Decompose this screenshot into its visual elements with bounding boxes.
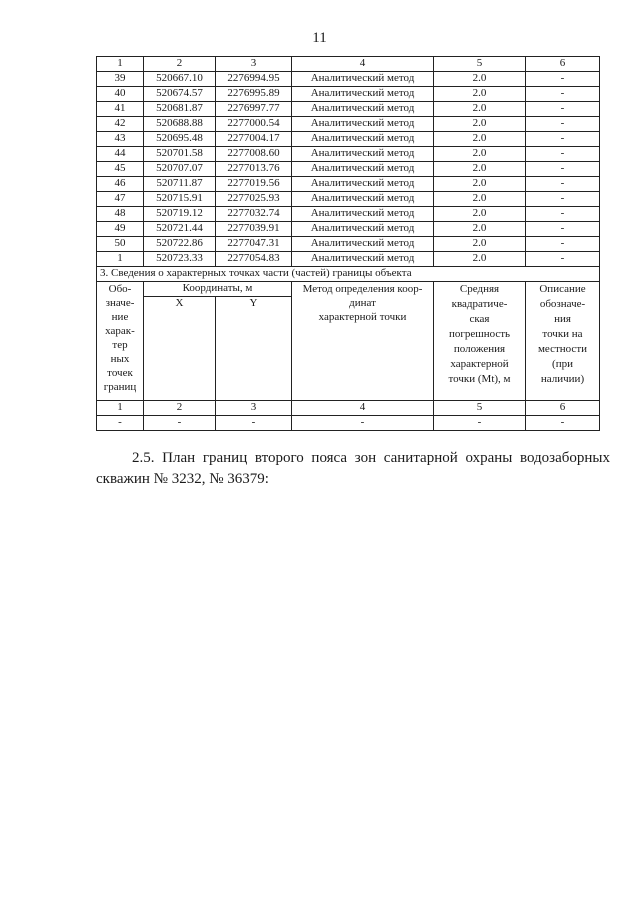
- section3-number-row: [97, 401, 600, 416]
- description-cell: -: [526, 177, 600, 192]
- point-number-cell: 46: [97, 177, 144, 192]
- error-cell: 2.0: [434, 222, 526, 237]
- coord-y-cell: 2277047.31: [216, 237, 292, 252]
- section3-title-row: [97, 267, 600, 282]
- s3-cell-3: -: [216, 416, 292, 431]
- description-cell: -: [526, 117, 600, 132]
- table-row: [97, 162, 600, 177]
- coord-y-cell: 2277054.83: [216, 252, 292, 267]
- s3-number-6: 6: [526, 401, 600, 416]
- point-number-cell: 41: [97, 102, 144, 117]
- table-row: [97, 72, 600, 87]
- s3-number-3: 3: [216, 401, 292, 416]
- table-row: [97, 177, 600, 192]
- description-cell: -: [526, 147, 600, 162]
- s3-number-5: 5: [434, 401, 526, 416]
- coord-x-cell: 520681.87: [144, 102, 216, 117]
- table-body: [97, 57, 600, 267]
- method-cell: Аналитический метод: [292, 237, 434, 252]
- column-number-row: [97, 57, 600, 72]
- coord-y-cell: 2276995.89: [216, 87, 292, 102]
- description-cell: -: [526, 132, 600, 147]
- point-number-cell: 49: [97, 222, 144, 237]
- method-cell: Аналитический метод: [292, 207, 434, 222]
- error-cell: 2.0: [434, 192, 526, 207]
- y-header: Y: [216, 297, 292, 401]
- error-cell: 2.0: [434, 147, 526, 162]
- s3-cell-2: -: [144, 416, 216, 431]
- description-cell: -: [526, 87, 600, 102]
- point-number-cell: 47: [97, 192, 144, 207]
- coord-x-cell: 520695.48: [144, 132, 216, 147]
- description-cell: -: [526, 162, 600, 177]
- coord-x-cell: 520723.33: [144, 252, 216, 267]
- table-row: [97, 252, 600, 267]
- section3: [97, 267, 600, 431]
- s3-cell-4: -: [292, 416, 434, 431]
- coord-y-cell: 2277008.60: [216, 147, 292, 162]
- description-cell: -: [526, 72, 600, 87]
- method-cell: Аналитический метод: [292, 192, 434, 207]
- designation-header: Обо- значе- ние харак- тер ных точек границ: [97, 282, 144, 401]
- section-2-5-paragraph: 2.5. План границ второго пояса зон санитарной охраны водозаборных скважин № 3232, № 36379:: [96, 450, 610, 487]
- method-cell: Аналитический метод: [292, 87, 434, 102]
- coord-y-cell: 2277032.74: [216, 207, 292, 222]
- table-row: [97, 147, 600, 162]
- coord-x-cell: 520667.10: [144, 72, 216, 87]
- error-cell: 2.0: [434, 102, 526, 117]
- method-cell: Аналитический метод: [292, 132, 434, 147]
- coord-x-cell: 520674.57: [144, 87, 216, 102]
- point-number-cell: 44: [97, 147, 144, 162]
- description-cell: -: [526, 237, 600, 252]
- error-header: Средняя квадратиче- ская погрешность положения характерной точки (Mt), м: [434, 282, 526, 401]
- coord-y-cell: 2277004.17: [216, 132, 292, 147]
- method-cell: Аналитический метод: [292, 162, 434, 177]
- description-cell: -: [526, 192, 600, 207]
- point-number-cell: 43: [97, 132, 144, 147]
- coord-y-cell: 2277025.93: [216, 192, 292, 207]
- page-number: 11: [312, 30, 327, 46]
- coord-x-cell: 520715.91: [144, 192, 216, 207]
- error-cell: 2.0: [434, 117, 526, 132]
- col-number-5: 5: [434, 57, 526, 72]
- description-cell: -: [526, 222, 600, 237]
- method-cell: Аналитический метод: [292, 222, 434, 237]
- coord-x-cell: 520701.58: [144, 147, 216, 162]
- error-cell: 2.0: [434, 177, 526, 192]
- method-cell: Аналитический метод: [292, 72, 434, 87]
- method-cell: Аналитический метод: [292, 252, 434, 267]
- col-number-3: 3: [216, 57, 292, 72]
- error-cell: 2.0: [434, 252, 526, 267]
- table-row: [97, 132, 600, 147]
- description-header: Описание обозначе- ния точки на местности (при наличии): [526, 282, 600, 401]
- coord-x-cell: 520719.12: [144, 207, 216, 222]
- error-cell: 2.0: [434, 132, 526, 147]
- error-cell: 2.0: [434, 72, 526, 87]
- method-header: Метод определения коор- динат характерной точки: [292, 282, 434, 401]
- col-number-4: 4: [292, 57, 434, 72]
- method-cell: Аналитический метод: [292, 102, 434, 117]
- s3-number-1: 1: [97, 401, 144, 416]
- x-header: X: [144, 297, 216, 401]
- description-cell: -: [526, 252, 600, 267]
- coord-y-cell: 2277039.91: [216, 222, 292, 237]
- coord-y-cell: 2277013.76: [216, 162, 292, 177]
- section3-title: 3. Сведения о характерных точках части (частей) границы объекта: [97, 267, 600, 282]
- coordinates-header: Координаты, м: [144, 282, 292, 297]
- description-cell: -: [526, 207, 600, 222]
- coord-x-cell: 520711.87: [144, 177, 216, 192]
- s3-cell-6: -: [526, 416, 600, 431]
- point-number-cell: 48: [97, 207, 144, 222]
- coord-x-cell: 520722.86: [144, 237, 216, 252]
- error-cell: 2.0: [434, 87, 526, 102]
- point-number-cell: 50: [97, 237, 144, 252]
- method-cell: Аналитический метод: [292, 117, 434, 132]
- s3-cell-1: -: [97, 416, 144, 431]
- table-row: [97, 192, 600, 207]
- table-row: [97, 237, 600, 252]
- section3-data-row: [97, 416, 600, 431]
- point-number-cell: 1: [97, 252, 144, 267]
- table-row: [97, 207, 600, 222]
- coord-x-cell: 520707.07: [144, 162, 216, 177]
- point-number-cell: 42: [97, 117, 144, 132]
- boundary-points-table: [96, 56, 600, 431]
- error-cell: 2.0: [434, 207, 526, 222]
- table-row: [97, 102, 600, 117]
- section3-header-row: [97, 282, 600, 297]
- point-number-cell: 40: [97, 87, 144, 102]
- s3-number-2: 2: [144, 401, 216, 416]
- error-cell: 2.0: [434, 237, 526, 252]
- coord-x-cell: 520721.44: [144, 222, 216, 237]
- point-number-cell: 39: [97, 72, 144, 87]
- point-number-cell: 45: [97, 162, 144, 177]
- s3-number-4: 4: [292, 401, 434, 416]
- table-row: [97, 117, 600, 132]
- method-cell: Аналитический метод: [292, 147, 434, 162]
- table-row: [97, 222, 600, 237]
- coord-x-cell: 520688.88: [144, 117, 216, 132]
- col-number-1: 1: [97, 57, 144, 72]
- error-cell: 2.0: [434, 162, 526, 177]
- col-number-6: 6: [526, 57, 600, 72]
- coord-y-cell: 2276994.95: [216, 72, 292, 87]
- coord-y-cell: 2277000.54: [216, 117, 292, 132]
- table-row: [97, 87, 600, 102]
- description-cell: -: [526, 102, 600, 117]
- coord-y-cell: 2277019.56: [216, 177, 292, 192]
- s3-cell-5: -: [434, 416, 526, 431]
- coord-y-cell: 2276997.77: [216, 102, 292, 117]
- method-cell: Аналитический метод: [292, 177, 434, 192]
- col-number-2: 2: [144, 57, 216, 72]
